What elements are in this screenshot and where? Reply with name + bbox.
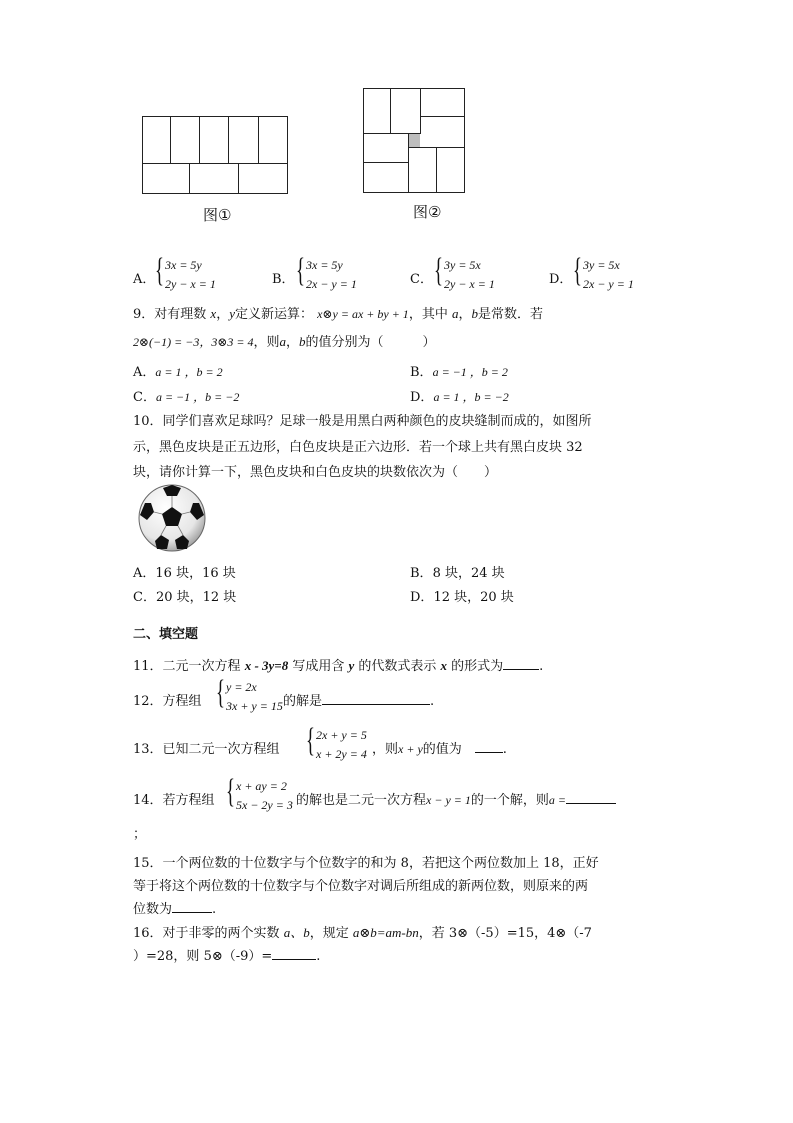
q9-text: ， [458, 307, 472, 322]
fig2-divider [420, 116, 465, 117]
q9-option-a[interactable] [133, 361, 223, 380]
option-text: a = −1 ，b = 2 [432, 365, 508, 379]
q9-var-b: b [471, 306, 478, 321]
q9-text: ，则 [253, 335, 280, 350]
fig2-divider [420, 88, 421, 133]
option-text: 16 块，16 块 [155, 566, 236, 581]
equation: 5x − 2y = 3 [236, 798, 293, 812]
q9-text: 定义新运算： [235, 307, 314, 322]
brace-icon: { [296, 252, 305, 289]
option-text: a = −1 ，b = −2 [155, 390, 240, 404]
q14-text: 的一个解，则 [470, 793, 549, 808]
q13-system [306, 722, 376, 764]
equation: 2x − y = 1 [583, 277, 634, 291]
q8-option-d-letter: D． [549, 272, 573, 287]
q8-option-b-system [296, 252, 376, 294]
q9-condition: 2⊗(−1) = −3，3⊗3 = 4 [133, 335, 254, 349]
q11-text: 的形式为 [447, 659, 504, 674]
q13-text: . [502, 742, 507, 757]
fig2-divider [436, 147, 437, 193]
q16-line1 [133, 922, 592, 941]
q14-text: 14．若方程组 [133, 793, 215, 808]
q13-text: 13．已知二元一次方程组 [133, 742, 280, 757]
q12-answer-blank[interactable] [322, 692, 430, 705]
q9-var-x: x [210, 306, 217, 321]
q16-text: ）=28，则 5⊗（-9）= [133, 949, 273, 964]
q11-answer-blank[interactable] [503, 657, 539, 670]
q11-var: x [440, 658, 448, 673]
q9-var-a: a [451, 306, 459, 321]
q15-line3 [133, 898, 216, 917]
brace-icon: { [155, 252, 164, 289]
q12-text: . [430, 694, 435, 709]
equation: 3y = 5x [583, 258, 620, 272]
q16-answer-blank[interactable] [272, 947, 316, 960]
fig2-label: 图② [413, 203, 442, 221]
q12-tail [283, 690, 434, 709]
q12-text: 12．方程组 [133, 694, 202, 709]
q10-line3: 块，请你计算一下，黑色皮块和白色皮块的块数依次为（ ） [133, 465, 498, 480]
q12-system [216, 674, 286, 716]
q11-text: . [539, 659, 544, 674]
q10-option-d[interactable] [410, 586, 514, 605]
q15-line2: 等于将这个两位数的十位数字与个位数字对调后所组成的新两位数，则原来的两 [133, 879, 589, 894]
equation: 3y = 5x [444, 258, 481, 272]
q11-var: y [348, 658, 355, 673]
option-letter: C． [133, 390, 156, 405]
q14-equation: x − y = 1 [426, 793, 471, 807]
fig2-center-square [409, 134, 420, 147]
q15-line1: 15．一个两位数的十位数字与个位数字的和为 8，若把这个两位数加上 18，正好 [133, 856, 599, 871]
q9-line1 [133, 303, 543, 322]
q8-option-a-system [155, 252, 235, 294]
q15-text: 位数为 [133, 902, 173, 917]
option-letter: D． [410, 390, 434, 405]
q9-option-b[interactable] [410, 361, 508, 380]
q14-system [226, 773, 296, 815]
equation: 2y − x = 1 [444, 277, 495, 291]
q13-text: ，则 [372, 742, 399, 757]
option-letter: A． [133, 365, 156, 380]
q9-text: 是常数．若 [477, 307, 543, 322]
q11-text: 的代数式表示 [354, 659, 441, 674]
fig1-divider [199, 116, 200, 163]
equation: x + ay = 2 [236, 779, 287, 793]
equation: 3x + y = 15 [226, 699, 283, 713]
option-text: a = 1 ，b = −2 [433, 390, 509, 404]
q16-vars: a、b [283, 925, 310, 940]
option-text: a = 1 ，b = 2 [155, 365, 223, 379]
brace-icon: { [306, 722, 315, 759]
q14-tail [296, 789, 616, 808]
q9-var-y: y [229, 306, 235, 321]
q13-tail [372, 738, 507, 757]
q9-definition: x⊗y = ax + by + 1 [317, 307, 409, 321]
q10-option-c[interactable] [133, 586, 236, 605]
equation: 3x = 5y [165, 258, 202, 272]
option-letter: C． [133, 590, 156, 605]
equation: 2y − x = 1 [165, 277, 216, 291]
q10-option-b[interactable] [410, 562, 505, 581]
equation: 3x = 5y [306, 258, 343, 272]
q9-text: ， [286, 335, 300, 350]
q9-var-b: b [299, 334, 306, 349]
brace-icon: { [573, 252, 582, 289]
q9-line2 [133, 331, 436, 350]
q9-var-a: a [279, 334, 287, 349]
q10-option-a[interactable] [133, 562, 236, 581]
q8-option-d-system [573, 252, 653, 294]
option-text: 12 块，20 块 [433, 590, 514, 605]
brace-icon: { [226, 773, 235, 810]
q13-expression: x + y [398, 742, 423, 756]
brace-icon: { [216, 674, 225, 711]
q16-line2 [133, 945, 320, 964]
q9-text: 的值分别为（ ） [305, 335, 436, 350]
q15-text: . [212, 902, 217, 917]
option-letter: D． [410, 590, 434, 605]
fig1-divider [258, 116, 259, 163]
equation: 2x − y = 1 [306, 277, 357, 291]
fig1-divider [238, 163, 239, 194]
q10-line1: 10．同学们喜欢足球吗？足球一般是用黑白两种颜色的皮块缝制而成的，如图所 [133, 414, 592, 429]
q9-option-d[interactable] [410, 386, 509, 405]
q9-option-c[interactable] [133, 386, 239, 405]
fig1-row-divider [142, 163, 288, 164]
q11-equation: x - 3y=8 [244, 658, 289, 673]
option-text: 8 块，24 块 [432, 566, 505, 581]
q14-var: a = [548, 793, 566, 807]
fig1-label: 图① [203, 206, 232, 224]
q14-text: ； [133, 827, 147, 842]
q9-text: 9．对有理数 [133, 307, 207, 322]
q16-text: . [316, 949, 321, 964]
q8-option-a-letter: A． [133, 272, 156, 287]
q8-option-c-letter: C． [410, 272, 433, 287]
fig1-divider [189, 163, 190, 194]
q13-text: 的值为 [422, 742, 475, 757]
q11-text: 写成用含 [288, 659, 349, 674]
equation: y = 2x [226, 680, 257, 694]
q8-option-c-system [434, 252, 514, 294]
q8-option-b-letter: B． [272, 272, 295, 287]
q11-text: 11．二元一次方程 [133, 659, 245, 674]
section-title: 二、填空题 [133, 627, 199, 642]
q9-text: ， [216, 307, 230, 322]
q14-text: 的解也是二元一次方程 [296, 793, 427, 808]
fig2-divider [390, 88, 391, 133]
option-letter: B． [410, 566, 433, 581]
q16-text: 16．对于非零的两个实数 [133, 926, 284, 941]
equation: x + 2y = 4 [316, 747, 367, 761]
fig1-outer-rect [142, 116, 288, 194]
fig1-divider [170, 116, 171, 163]
q16-text: ，若 3⊗（-5）=15，4⊗（-7 [418, 926, 592, 941]
option-text: 20 块，12 块 [155, 590, 237, 605]
q16-definition: a⊗b=am-bn [352, 925, 419, 940]
fig2-divider [363, 162, 408, 163]
brace-icon: { [434, 252, 443, 289]
soccer-ball-icon [137, 483, 207, 553]
q15-answer-blank[interactable] [172, 900, 212, 913]
equation: 2x + y = 5 [316, 728, 367, 742]
question-11 [133, 655, 543, 674]
q14-answer-blank[interactable] [566, 791, 616, 804]
fig1-divider [228, 116, 229, 163]
q13-answer-blank[interactable] [475, 740, 503, 753]
q10-line2: 示，黑色皮块是正五边形，白色皮块是正六边形．若一个球上共有黑白皮块 32 [133, 440, 583, 455]
option-letter: A． [133, 566, 156, 581]
q16-text: ，规定 [309, 926, 353, 941]
q12-text: 的解是 [283, 694, 323, 709]
q9-text: ，其中 [408, 307, 448, 322]
option-letter: B． [410, 365, 433, 380]
